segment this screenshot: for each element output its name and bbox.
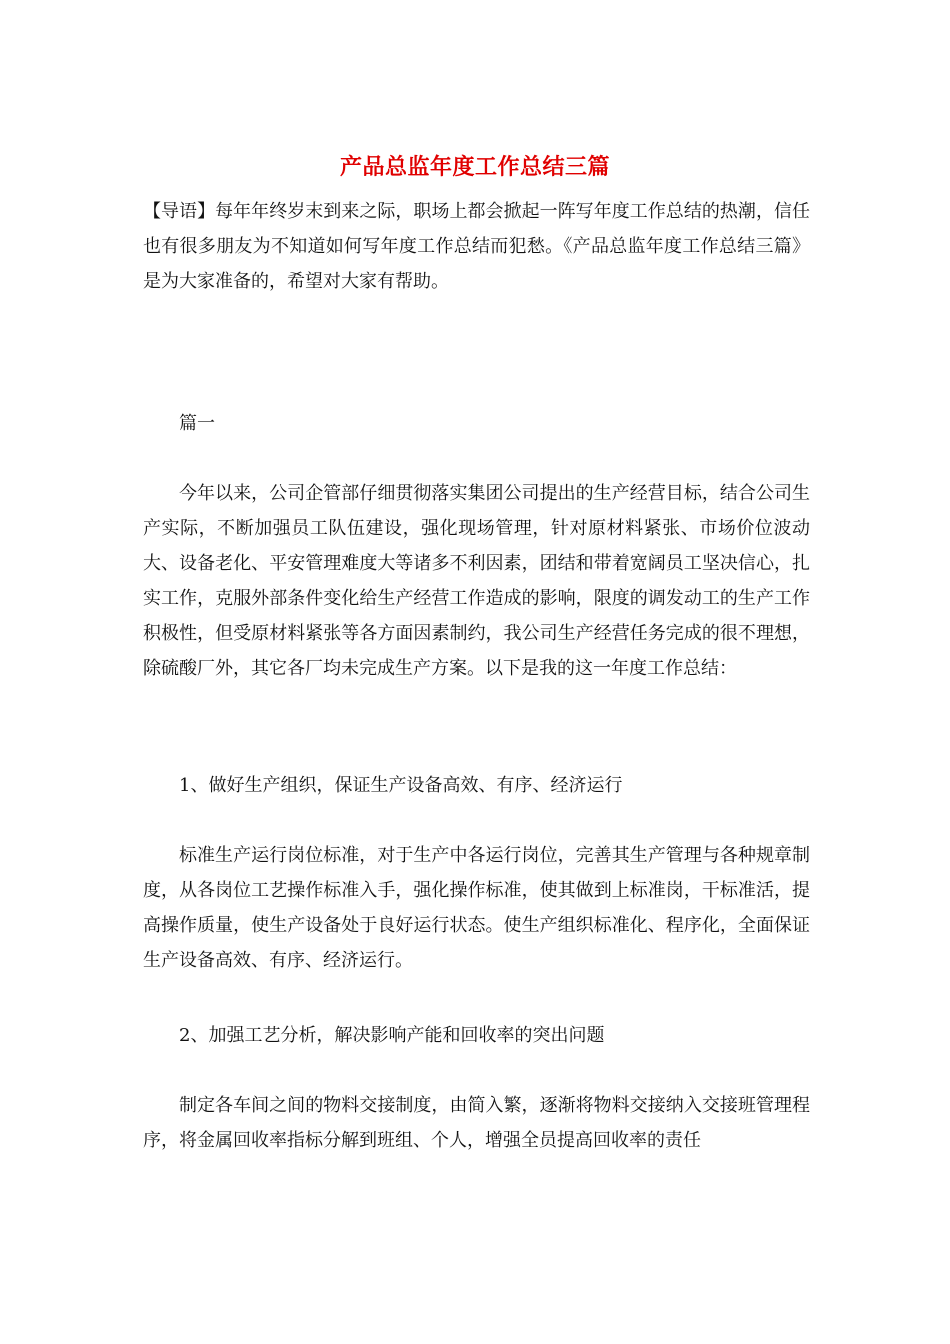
section-label: 篇一 [179,413,215,434]
intro-paragraph: 【导语】每年年终岁末到来之际，职场上都会掀起一阵写年度工作总结的热潮，信任也有很多朋友为不知道如何写年度工作总结而犯愁。《产品总监年度工作总结三篇》是为大家准备的，希望对大家有帮助。 [143,201,810,292]
paragraph-3: 制定各车间之间的物料交接制度，由简入繁，逐渐将物料交接纳入交接班管理程序，将金属回收率指标分解到班组、个人，增强全员提高回收率的责任 [143,1095,810,1151]
paragraph-2: 标准生产运行岗位标准，对于生产中各运行岗位，完善其生产管理与各种规章制度，从各岗位工艺操作标准入手，强化操作标准，使其做到上标准岗，干标准活，提高操作质量，使生产设备处于良好运行状态。使生产组织标准化、程序化，全面保证生产设备高效、有序、经济运行。 [143,845,810,971]
heading-1: 1、做好生产组织，保证生产设备高效、有序、经济运行 [179,775,623,796]
document-title: 产品总监年度工作总结三篇 [339,154,610,180]
heading-2: 2、加强工艺分析，解决影响产能和回收率的突出问题 [179,1025,605,1046]
paragraph-1: 今年以来，公司企管部仔细贯彻落实集团公司提出的生产经营目标，结合公司生产实际，不断加强员工队伍建设，强化现场管理，针对原材料紧张、市场价位波动大、设备老化、平安管理难度大等诸多不利因素，团结和带着宽阔员工坚决信心，扎实工作，克服外部条件变化给生产经营工作造成的影响，限度的调发动工的生产工作积极性，但受原材料紧张等各方面因素制约，我公司生产经营任务完成的很不理想，除硫酸厂外，其它各厂均未完成生产方案。以下是我的这一年度工作总结： [143,483,810,679]
